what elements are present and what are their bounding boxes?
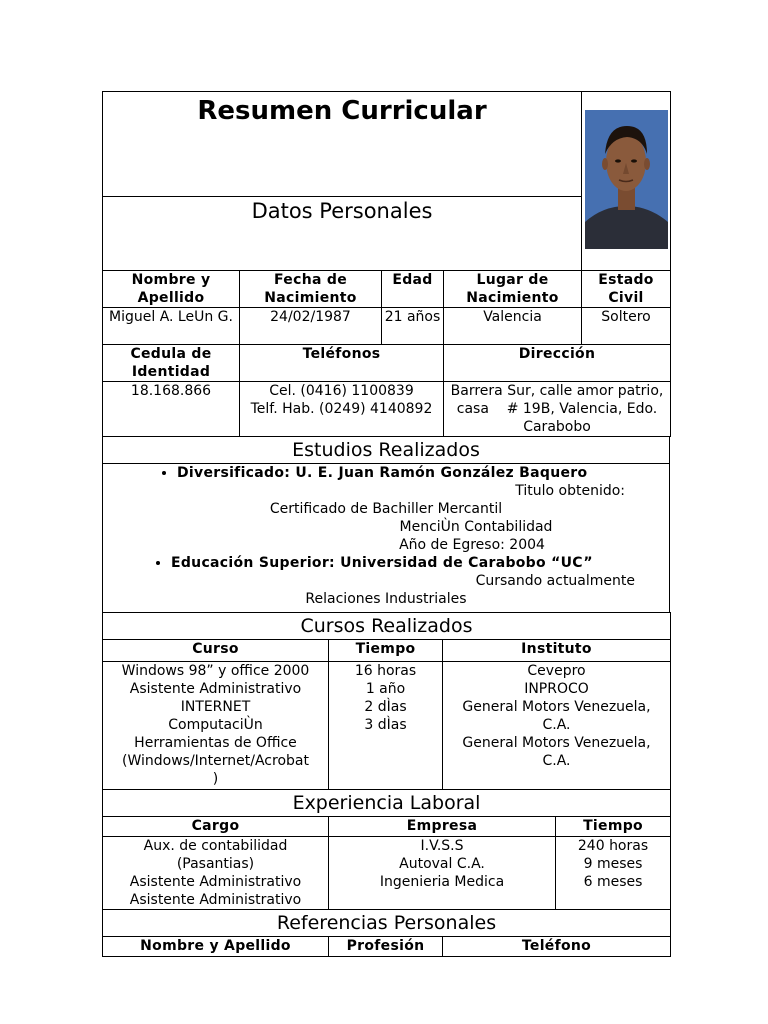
section-cursos: Cursos Realizados	[103, 613, 671, 640]
studies-list	[111, 554, 661, 572]
personal-data-table	[102, 270, 671, 437]
study-line: MenciÙn Contabilidad	[399, 519, 553, 535]
institute-line: C.A.	[542, 717, 571, 733]
header-lugar: Lugar de Nacimiento	[444, 271, 582, 308]
institute-line: Cevepro	[527, 663, 586, 679]
institute-line: General Motors Venezuela,	[462, 735, 651, 751]
exp-time-line: 9 meses	[583, 856, 643, 872]
value-direccion: Barrera Sur, calle amor patrio, casa # 19B, Valencia, Edo. Carabobo	[444, 382, 671, 437]
cargo-line: Asistente Administrativo	[129, 874, 302, 890]
course-line: (Windows/Internet/Acrobat	[122, 753, 309, 769]
section-experiencia: Experiencia Laboral	[103, 790, 671, 817]
header-nombre: Nombre y Apellido	[103, 271, 240, 308]
value-fecha: 24/02/1987	[240, 308, 382, 345]
header-edad: Edad	[382, 271, 444, 308]
study-line: Relaciones Industriales	[305, 591, 467, 607]
header-tiempo: Tiempo	[329, 640, 443, 662]
studies-list	[111, 464, 661, 482]
cargo-line: Asistente Administrativo	[129, 892, 302, 908]
empresa-line: I.V.S.S	[420, 838, 464, 854]
header-direccion: Dirección	[444, 345, 671, 382]
time-line: 1 año	[365, 681, 406, 697]
courses-curso-cell	[103, 662, 329, 790]
value-telefonos	[240, 382, 444, 437]
header-empresa: Empresa	[329, 817, 556, 837]
header-ref-telefono: Teléfono	[443, 937, 671, 957]
resume-document	[102, 91, 670, 957]
cargo-line: Aux. de contabilidad	[143, 838, 288, 854]
time-line: 3 dÌas	[364, 717, 407, 733]
experience-empresa-cell	[329, 837, 556, 910]
value-lugar: Valencia	[444, 308, 582, 345]
time-line: 16 horas	[354, 663, 417, 679]
institute-line: C.A.	[542, 753, 571, 769]
course-line: ComputaciÙn	[168, 717, 263, 733]
header-fecha: Fecha de Nacimiento	[240, 271, 382, 308]
course-line: )	[212, 771, 219, 787]
experience-table	[102, 789, 671, 910]
section-datos-personales: Datos Personales	[103, 197, 582, 271]
header-cedula: Cedula de Identidad	[103, 345, 240, 382]
study-line: Año de Egreso: 2004	[399, 537, 545, 553]
institute-line: General Motors Venezuela,	[462, 699, 651, 715]
section-estudios: Estudios Realizados	[103, 437, 670, 464]
profile-photo	[585, 110, 668, 249]
header-tiempo-exp: Tiempo	[556, 817, 671, 837]
course-line: INTERNET	[180, 699, 251, 715]
course-line: Windows 98” y office 2000	[121, 663, 310, 679]
empresa-line: Autoval C.A.	[399, 856, 485, 872]
study-item-superior: • Educación Superior: Universidad de Carabobo “UC”	[171, 554, 661, 572]
study-line: Titulo obtenido:	[515, 483, 625, 499]
study-line: Cursando actualmente	[475, 573, 635, 589]
courses-instituto-cell	[443, 662, 671, 790]
empresa-line: Ingenieria Medica	[379, 874, 505, 890]
value-estado-civil: Soltero	[582, 308, 671, 345]
value-edad: 21 años	[382, 308, 444, 345]
header-telefonos: Teléfonos	[240, 345, 444, 382]
header-table	[102, 91, 671, 271]
courses-tiempo-cell	[329, 662, 443, 790]
studies-table	[102, 436, 670, 613]
references-table	[102, 909, 671, 957]
courses-table	[102, 612, 671, 790]
header-ref-profesion: Profesión	[329, 937, 443, 957]
phone-cell: Cel. (0416) 1100839	[269, 383, 414, 399]
cargo-line: (Pasantias)	[176, 856, 255, 872]
institute-line: INPROCO	[524, 681, 589, 697]
header-curso: Curso	[103, 640, 329, 662]
phone-home: Telf. Hab. (0249) 4140892	[250, 401, 433, 417]
photo-cell	[582, 92, 671, 271]
course-line: Asistente Administrativo	[129, 681, 302, 697]
header-instituto: Instituto	[443, 640, 671, 662]
exp-time-line: 240 horas	[577, 838, 649, 854]
header-ref-nombre: Nombre y Apellido	[103, 937, 329, 957]
section-referencias: Referencias Personales	[103, 910, 671, 937]
header-cargo: Cargo	[103, 817, 329, 837]
course-line: Herramientas de Office	[134, 735, 297, 751]
value-nombre: Miguel A. LeUn G.	[103, 308, 240, 345]
header-estado-civil: Estado Civil	[582, 271, 671, 308]
experience-cargo-cell	[103, 837, 329, 910]
time-line: 2 dÌas	[364, 699, 407, 715]
study-line: Certificado de Bachiller Mercantil	[269, 501, 503, 517]
experience-tiempo-cell	[556, 837, 671, 910]
study-item-diversificado: • Diversificado: U. E. Juan Ramón González Baquero	[177, 464, 661, 482]
value-cedula: 18.168.866	[103, 382, 240, 437]
resume-title: Resumen Curricular	[103, 92, 582, 197]
studies-content	[103, 464, 670, 613]
exp-time-line: 6 meses	[583, 874, 643, 890]
